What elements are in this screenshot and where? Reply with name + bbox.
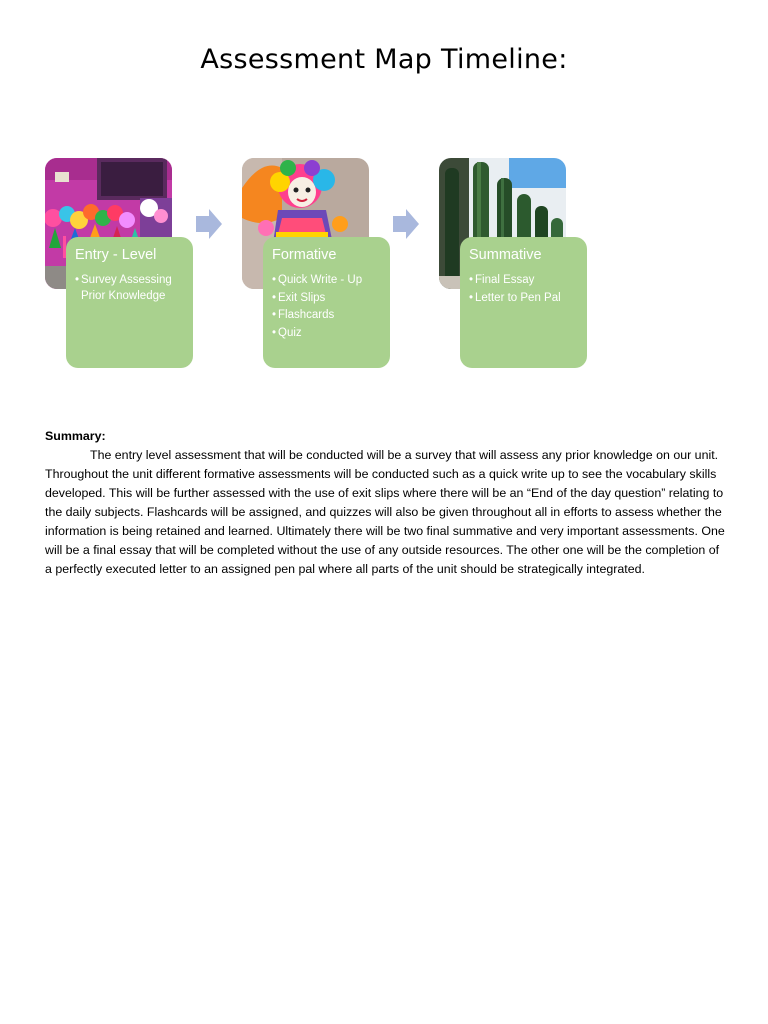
formative-card xyxy=(263,237,390,368)
card-item: • Survey Assessing Prior Knowledge xyxy=(75,272,185,304)
card-title: Formative xyxy=(272,247,337,263)
summative-card xyxy=(460,237,587,368)
summary-text: The entry level assessment that will be conducted will be a survey that will assess any prior knowledge on our unit. Throughout the unit different formative assessments will be conducted such as a quick write up to see the vocabulary skills developed. This will be further assessed with the use of exit slips where there will be an “End of the day question” relating to the daily subjects. Flashcards will be assigned, and quizzes will also be given throughout all in efforts to assess whether the information is being retained and learned. Ultimately there will be two final summative and very important assessments. One will be a final essay that will be completed without the use of any outside resources. The other one will be the completion of a perfectly executed letter to an assigned pen pal where all parts of the unit should be strategically integrated. xyxy=(45,448,725,576)
card-item: • Exit Slips xyxy=(272,290,382,306)
card-item: • Flashcards xyxy=(272,307,382,323)
arrow-right-icon xyxy=(196,209,222,239)
card-item-list xyxy=(272,272,382,341)
summary-label: Summary: xyxy=(45,429,106,443)
arrow-right-icon xyxy=(393,209,419,239)
card-item: • Letter to Pen Pal xyxy=(469,290,579,306)
page-title: Assessment Map Timeline: xyxy=(200,44,568,75)
card-item: • Quiz xyxy=(272,325,382,341)
entry-level-card xyxy=(66,237,193,368)
card-item: • Quick Write - Up xyxy=(272,272,382,288)
card-title: Summative xyxy=(469,247,542,263)
card-item-list xyxy=(469,272,579,306)
card-item-list xyxy=(75,272,185,304)
assessment-timeline xyxy=(0,0,768,420)
card-title: Entry - Level xyxy=(75,247,157,263)
card-item: • Final Essay xyxy=(469,272,579,288)
summary-section xyxy=(45,427,725,579)
